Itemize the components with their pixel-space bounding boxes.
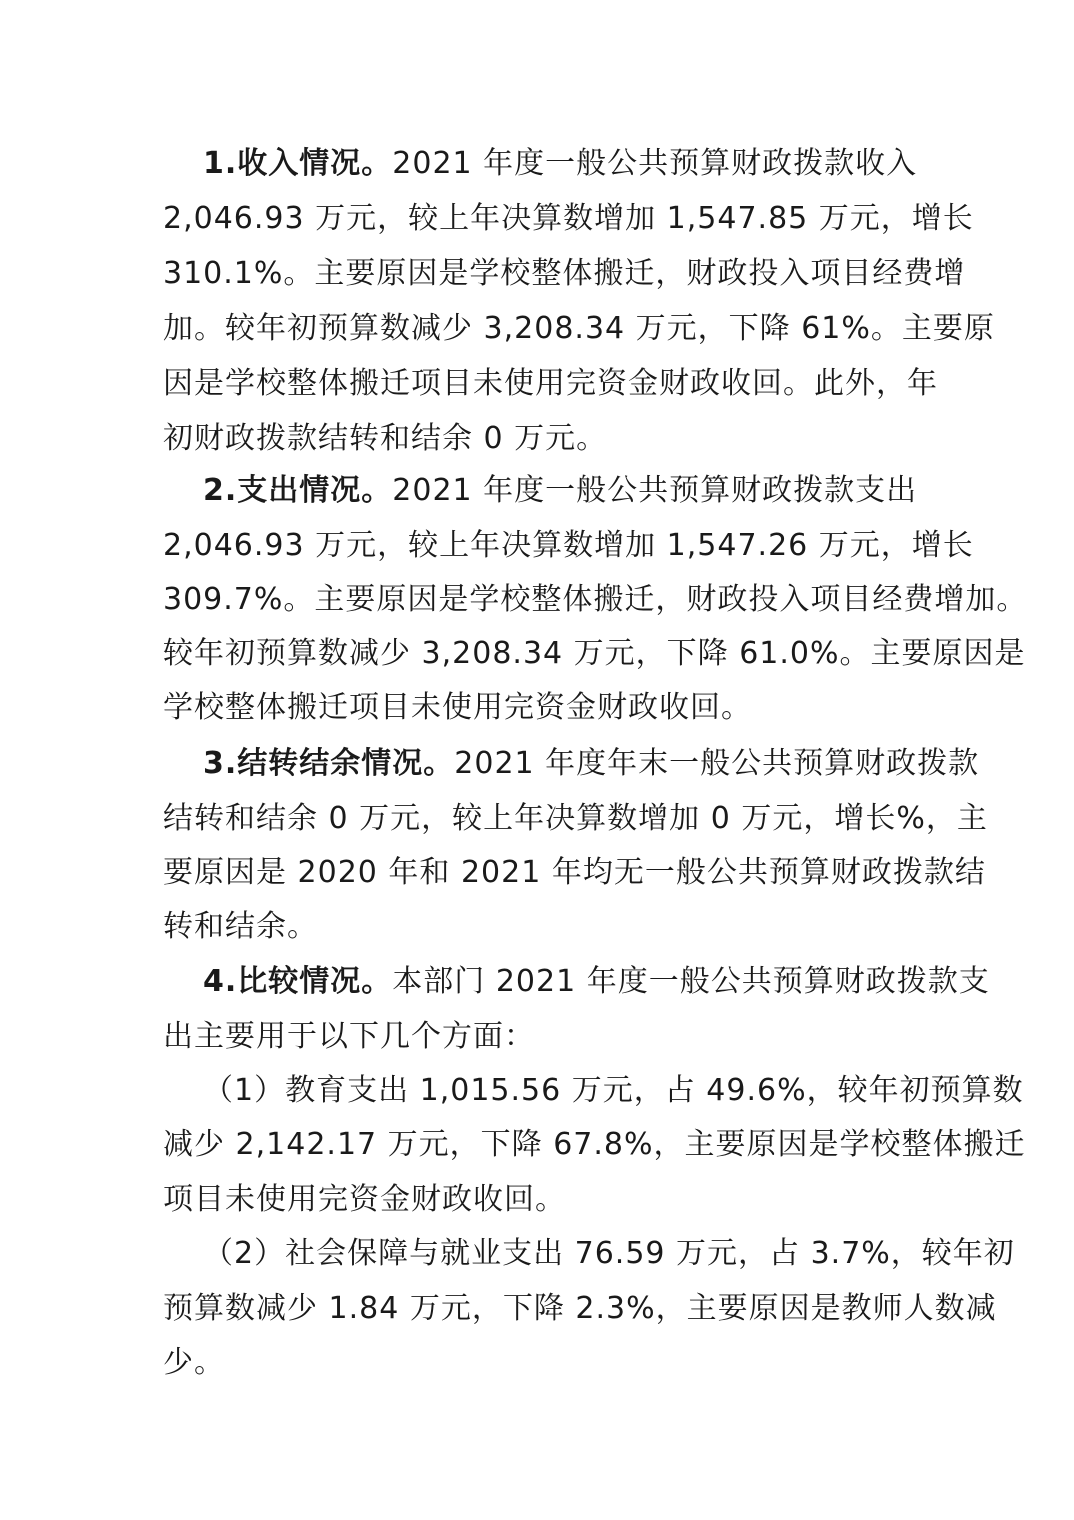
paragraph-1-line-5: 因是学校整体搬迁项目未使用完资金财政收回。此外，年 bbox=[163, 366, 938, 401]
section-heading-expenditure: 2.支出情况。 bbox=[203, 473, 393, 508]
paragraph-2-line-3: 309.7%。主要原因是学校整体搬迁，财政投入项目经费增加。 bbox=[163, 582, 1028, 617]
line-text: 2021 年度一般公共预算财政拨款支出 bbox=[392, 473, 918, 508]
paragraph-4-line-2: 出主要用于以下几个方面： bbox=[163, 1019, 535, 1054]
paragraph-2-line-4: 较年初预算数减少 3,208.34 万元，下降 61.0%。主要原因是 bbox=[163, 636, 1026, 671]
item-2-line-1: （2）社会保障与就业支出 76.59 万元，占 3.7%，较年初 bbox=[203, 1236, 1015, 1271]
section-heading-income: 1.收入情况。 bbox=[203, 146, 393, 181]
line-text: 2021 年度一般公共预算财政拨款收入 bbox=[392, 146, 918, 181]
section-heading-carryover: 3.结转结余情况。 bbox=[203, 746, 455, 781]
paragraph-2-line-2: 2,046.93 万元，较上年决算数增加 1,547.26 万元，增长 bbox=[163, 528, 974, 563]
paragraph-4-line-1 bbox=[203, 962, 990, 1002]
paragraph-2-line-1 bbox=[203, 471, 917, 511]
item-2-line-2: 预算数减少 1.84 万元，下降 2.3%，主要原因是教师人数减 bbox=[163, 1291, 997, 1326]
line-text: 本部门 2021 年度一般公共预算财政拨款支 bbox=[392, 964, 990, 999]
paragraph-1-line-6: 初财政拨款结转和结余 0 万元。 bbox=[163, 421, 608, 456]
item-2-line-3: 少。 bbox=[163, 1345, 225, 1380]
item-1-line-2: 减少 2,142.17 万元，下降 67.8%，主要原因是学校整体搬迁 bbox=[163, 1127, 1026, 1162]
paragraph-1-line-3: 310.1%。主要原因是学校整体搬迁，财政投入项目经费增 bbox=[163, 256, 966, 291]
paragraph-3-line-1 bbox=[203, 744, 979, 784]
paragraph-3-line-2: 结转和结余 0 万元，较上年决算数增加 0 万元，增长%，主 bbox=[163, 801, 988, 836]
paragraph-2-line-5: 学校整体搬迁项目未使用完资金财政收回。 bbox=[163, 690, 752, 725]
item-1-line-1: （1）教育支出 1,015.56 万元，占 49.6%，较年初预算数 bbox=[203, 1073, 1024, 1108]
section-heading-comparison: 4.比较情况。 bbox=[203, 964, 393, 999]
paragraph-3-line-3: 要原因是 2020 年和 2021 年均无一般公共预算财政拨款结 bbox=[163, 855, 986, 890]
line-text: 2021 年度年末一般公共预算财政拨款 bbox=[454, 746, 980, 781]
item-1-line-3: 项目未使用完资金财政收回。 bbox=[163, 1182, 566, 1217]
paragraph-1-line-2: 2,046.93 万元，较上年决算数增加 1,547.85 万元，增长 bbox=[163, 201, 974, 236]
paragraph-1-line-4: 加。较年初预算数减少 3,208.34 万元，下降 61%。主要原 bbox=[163, 311, 995, 346]
paragraph-3-line-4: 转和结余。 bbox=[163, 909, 318, 944]
paragraph-1-line-1 bbox=[203, 144, 917, 184]
